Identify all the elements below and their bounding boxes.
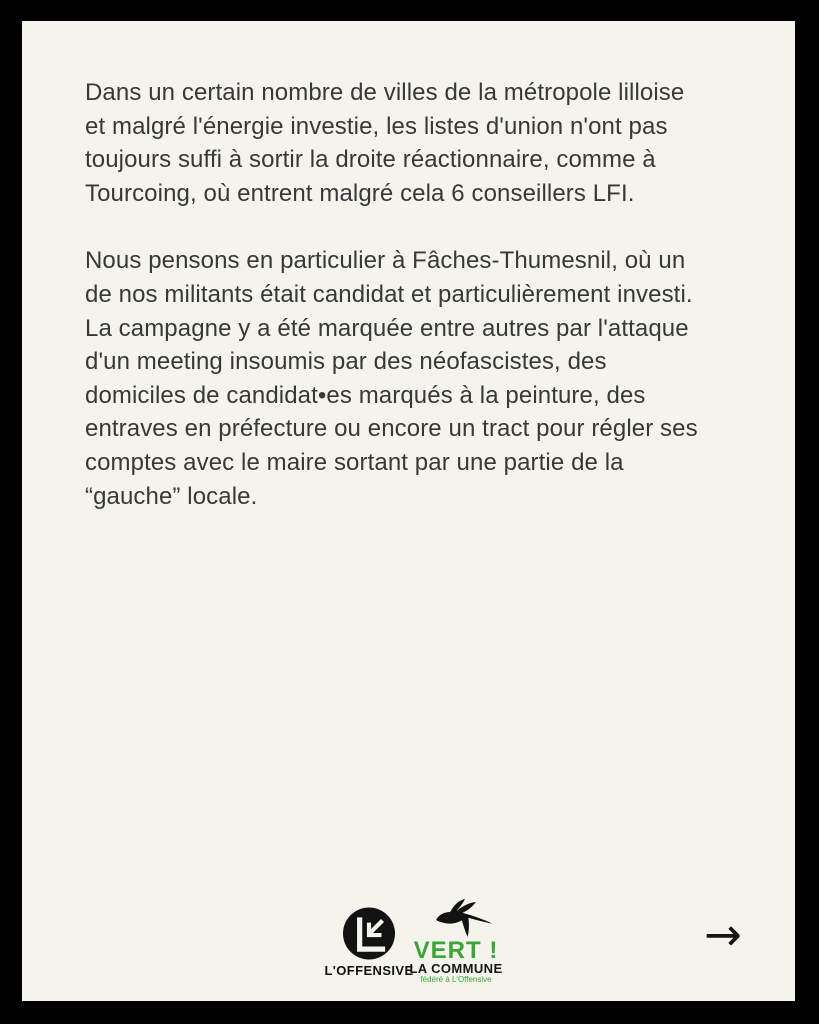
paragraph-2 <box>85 244 755 513</box>
text-line: entraves en préfecture ou encore un tract pour régler ses <box>85 415 698 443</box>
offensive-logo-label: L'OFFENSIVE <box>324 963 414 978</box>
vert-commune-logo <box>394 898 518 984</box>
text-line: Dans un certain nombre de villes de la métropole lilloise <box>85 79 685 106</box>
vert-logo-label: VERT ! <box>413 937 499 964</box>
text-line: domiciles de candidat•es marqués à la peinture, des <box>85 381 646 409</box>
text-line: Nous pensons en particulier à Fâches-Thumesnil, où un <box>85 247 686 275</box>
post-card <box>22 21 795 1001</box>
commune-logo-label: LA COMMUNE <box>409 961 503 976</box>
body-text <box>85 76 755 547</box>
text-line: d'un meeting insoumis par des néofascistes, des <box>85 348 607 376</box>
federe-tagline: fédéré à L'Offensive <box>420 975 492 984</box>
text-line: toujours suffi à sortir la droite réactionnaire, comme à <box>85 146 656 174</box>
text-line: comptes avec le maire sortant par une partie de la <box>85 448 624 476</box>
text-line: de nos militants était candidat et particulièrement investi. <box>85 280 693 308</box>
right-arrow-icon: → <box>704 908 742 961</box>
next-arrow-button[interactable] <box>700 908 746 961</box>
text-line: “gauche” locale. <box>85 482 258 510</box>
text-line: La campagne y a été marquée entre autres par l'attaque <box>85 314 689 342</box>
text-line: Tourcoing, où entrent malgré cela 6 conseillers LFI. <box>85 179 635 207</box>
l-corner-arrow-circle-icon <box>343 907 395 960</box>
text-line: et malgré l'énergie investie, les listes d'union n'ont pas <box>85 112 668 140</box>
swallow-icon <box>431 898 495 941</box>
paragraph-1 <box>85 76 755 210</box>
